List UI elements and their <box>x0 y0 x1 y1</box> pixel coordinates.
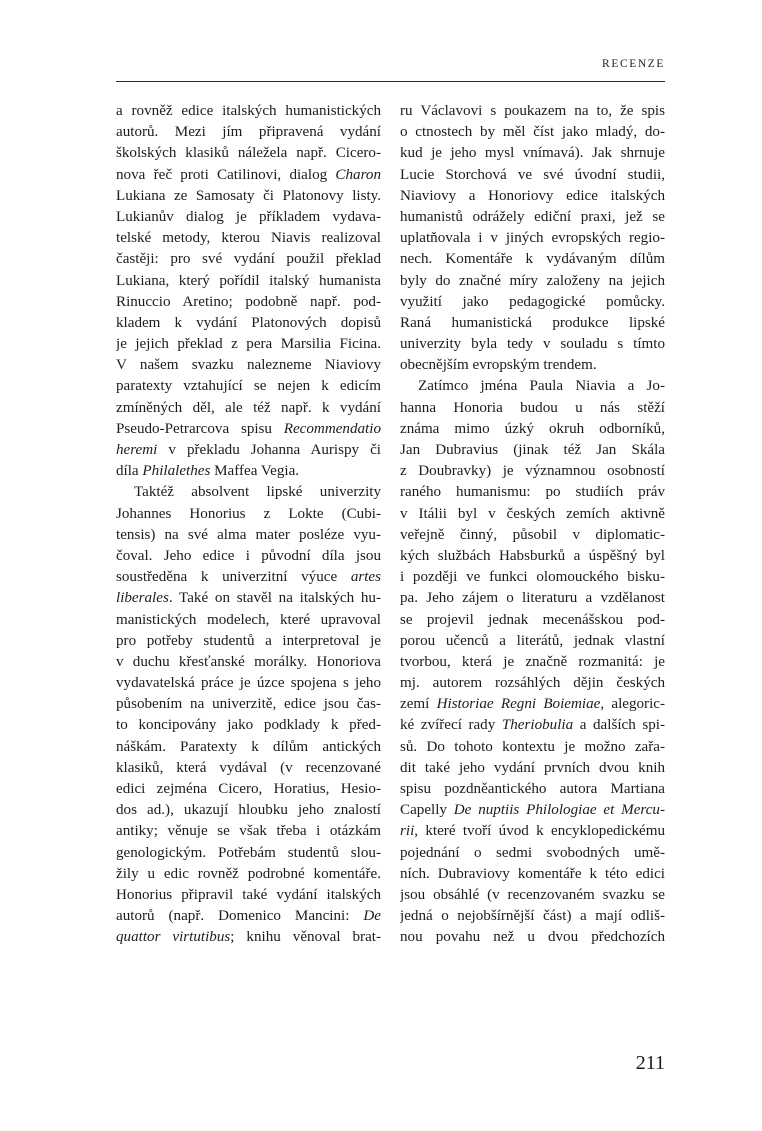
page-number: 211 <box>635 1052 665 1074</box>
text-line: jedná o nejobšírnější část) a mají odliš- <box>400 908 665 925</box>
text-line: spisu pozdněantického autora Martiana <box>400 781 665 797</box>
text-line: paratexty vztahující se nejen k edicím <box>116 378 381 395</box>
text-line: školských klasiků náležela např. Cicero- <box>116 145 381 162</box>
text-line: quattor virtutibus; knihu věnoval brat- <box>116 929 381 946</box>
text-line: ních. Dubraviovy komentáře k této edici <box>400 865 665 882</box>
text-line: humanistů odrážely ediční praxi, jež se <box>400 208 665 225</box>
text-line: a rovněž edice italských humanistických <box>116 103 381 119</box>
text-line: heremi v překladu Johanna Aurispy či <box>116 442 381 458</box>
text-line: pro potřeby studentů a interpretoval je <box>116 632 381 649</box>
text-line: díla Philalethes Maffea Vegia. <box>116 463 300 480</box>
text-line: manistických modelech, které upravoval <box>116 611 381 628</box>
text-line: autorů. Mezi jím připravená vydání <box>116 124 381 141</box>
text-line: nech. Komentáře k vydávaným dílům <box>400 251 665 268</box>
text-line: Lukianův dialog je příkladem vydava- <box>116 208 381 225</box>
text-line: tvorbou, která je značně rozmanitá: je <box>400 653 665 670</box>
text-line: se projevil jednak mecenášskou pod- <box>400 611 665 628</box>
text-line: edici zejména Cicero, Horatius, Hesio- <box>116 781 381 797</box>
text-line: o ctnostech by měl číst jako mladý, do- <box>400 124 665 141</box>
text-line: V našem svazku nalezneme Niaviovy <box>116 357 381 374</box>
right-text-column <box>400 101 665 949</box>
text-line: dit také jeho vydání prvních dvou knih <box>400 759 665 776</box>
text-line: Lukiana, který pořídil italský humanista <box>116 272 381 289</box>
text-line: liberales. Také on stavěl na italských hu- <box>116 590 381 607</box>
left-text-column <box>116 101 381 949</box>
text-line: Lukiana ze Samosaty či Platonovy listy. <box>116 187 381 204</box>
text-line: dos ad.), ukazují hloubku jeho znalostí <box>116 802 381 819</box>
text-line: Taktéž absolvent lipské univerzity <box>134 484 381 501</box>
text-line: Honorius připravil také vydání italských <box>116 886 381 903</box>
text-line: v Itálii byl v českých zemích aktivně <box>400 505 665 522</box>
text-line: pojednání o sedmi svobodných umě- <box>400 844 665 861</box>
text-line: ru Václavovi s poukazem na to, že spis <box>400 103 665 119</box>
header-rule <box>116 81 665 82</box>
text-line: je jejich překlad z pera Marsilia Ficina. <box>116 336 381 353</box>
text-line: náškám. Paratexty k dílům antických <box>116 738 381 755</box>
text-line: Niaviovy a Honoriovy edice italských <box>400 187 665 204</box>
text-line: v duchu křesťanské morálky. Honoriova <box>116 653 381 670</box>
text-line: nova řeč proti Catilinovi, dialog Charon <box>116 166 381 183</box>
text-line: jsou obsáhlé (v recenzovaném svazku se <box>400 886 665 903</box>
text-line: čoval. Jeho edice i původní díla jsou <box>116 547 381 564</box>
text-line: známa mimo úzký okruh odborníků, <box>400 420 665 437</box>
text-line: Rinuccio Aretino; podobně např. pod- <box>116 293 381 310</box>
text-line: Zatímco jména Paula Niavia a Jo- <box>418 378 665 395</box>
text-line: telské metody, kterou Niavis realizoval <box>116 230 381 247</box>
text-line: Pseudo-Petrarcova spisu Recommendatio <box>116 420 381 437</box>
text-line: kých službách Habsburků a úspěšný byl <box>400 547 665 564</box>
text-line: soustředěna k univerzitní výuce artes <box>116 569 381 586</box>
text-line: Raná humanistická produkce lipské <box>400 314 665 331</box>
text-line: Lucie Storchová ve své úvodní studii, <box>400 166 665 183</box>
text-line: zmíněných děl, ale též např. k vydání <box>116 399 381 416</box>
text-line: vydavatelská práce je úzce spojena s jeho <box>116 675 381 692</box>
text-line: působením na univerzitě, edice jsou čas- <box>116 696 381 713</box>
text-line: Capelly De nuptiis Philologiae et Mercu- <box>400 802 665 819</box>
text-line: Johannes Honorius z Lokte (Cubi- <box>116 505 381 522</box>
text-line: univerzity byla tedy v souladu s tímto <box>400 336 665 353</box>
running-header: RECENZE <box>602 58 665 70</box>
text-line: nou povahu než u dvou předchozích <box>400 929 665 946</box>
text-line: sů. Do tohoto kontextu je možno zařa- <box>400 738 665 755</box>
text-line: obecnějším evropským trendem. <box>400 357 597 374</box>
text-line: ké zvířecí rady Theriobulia a dalších spi- <box>400 717 665 734</box>
text-line: hanna Honoria budou u nás stěží <box>400 399 665 416</box>
text-line: to koncipovány jako podklady k před- <box>116 717 381 734</box>
text-line: i později ve funkci olomouckého bisku- <box>400 569 665 586</box>
text-line: mj. autorem rozsáhlých dějin českých <box>400 675 665 692</box>
text-line: genologickým. Potřebám studentů slou- <box>116 844 381 861</box>
text-line: uplatňovala i v jiných evropských regio- <box>400 230 665 247</box>
text-line: antiky; věnuje se však třeba i otázkám <box>116 823 381 840</box>
text-line: žily u edic rovněž podrobné komentáře. <box>116 865 381 882</box>
text-line: z Doubravky) je významnou osobností <box>400 463 665 480</box>
text-line: rii, které tvoří úvod k encyklopedickému <box>400 823 665 840</box>
text-line: byly do značné míry založeny na jejich <box>400 272 665 289</box>
text-line: autorů (např. Domenico Mancini: De <box>116 908 381 925</box>
text-line: veřejně činný, působil v diplomatic- <box>400 526 665 543</box>
text-line: klasiků, která vydával (v recenzované <box>116 759 381 776</box>
text-line: Jan Dubravius (jinak též Jan Skála <box>400 442 665 458</box>
text-line: kud je jeho mysl vnímavá). Jak shrnuje <box>400 145 665 162</box>
text-line: zemí Historiae Regni Boiemiae, alegoric- <box>400 696 665 713</box>
text-line: tensis) na své alma mater posléze vyu- <box>116 526 381 543</box>
text-line: kladem k vydání Platonových dopisů <box>116 314 381 331</box>
text-line: častěji: pro své vydání použil překlad <box>116 251 381 268</box>
text-line: využití jako pedagogické pomůcky. <box>400 293 665 310</box>
text-line: raného humanismu: po studiích práv <box>400 484 665 501</box>
text-line: porou učenců a literátů, jednak vlastní <box>400 632 665 649</box>
text-line: pa. Jeho zájem o literaturu a vzdělanost <box>400 590 665 607</box>
